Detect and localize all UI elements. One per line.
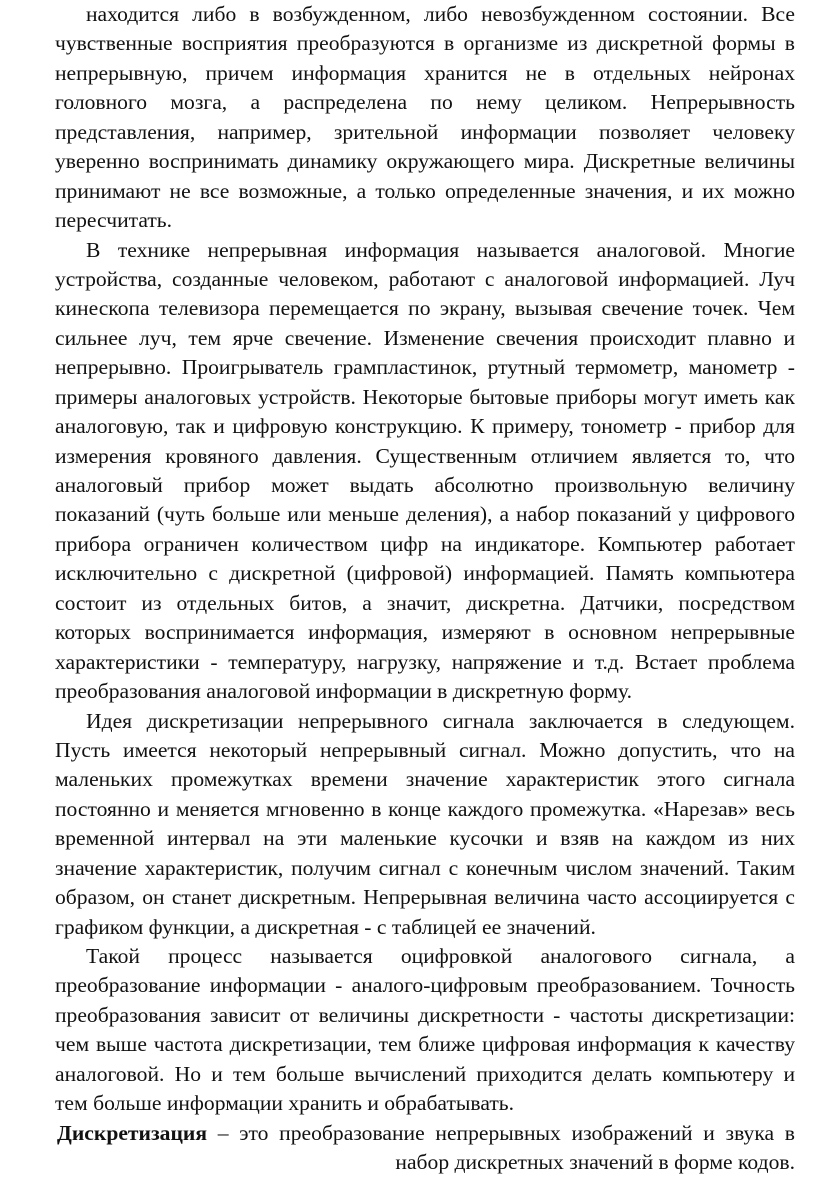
text-line: непрерывно. Проигрыватель грампластинок, ртутный термометр, манометр - xyxy=(55,355,795,380)
text-line: чем выше частота дискретизации, тем ближе цифровая информация к качеству xyxy=(55,1032,795,1057)
text-line: состоит из отдельных битов, а значит, дискретна. Датчики, посредством xyxy=(55,590,795,615)
text-line: которых воспринимается информация, измеряют в основном непрерывные xyxy=(55,620,795,645)
text-line: постоянно и меняется мгновенно в конце каждого промежутка. «Нарезав» весь xyxy=(55,796,795,821)
body-text xyxy=(55,0,795,1119)
text-line: временной интервал на эти маленькие кусочки и взяв на каждом из них xyxy=(55,826,795,851)
definition-text: – это преобразование непрерывных изображений и звука в xyxy=(207,1120,795,1145)
text-line: характеристики - температуру, нагрузку, напряжение и т.д. Встает проблема xyxy=(55,649,795,674)
text-line: представления, например, зрительной информации позволяет человеку xyxy=(55,119,795,144)
paragraph xyxy=(55,236,795,707)
document-page xyxy=(55,0,795,1178)
paragraph xyxy=(55,707,795,943)
text-line: Пусть имеется некоторый непрерывный сигнал. Можно допустить, что на xyxy=(55,737,795,762)
definition-line-2: набор дискретных значений в форме кодов. xyxy=(395,1150,795,1175)
text-line: непрерывную, причем информация хранится не в отдельных нейронах xyxy=(55,60,795,85)
text-line: преобразования зависит от величины дискретности - частоты дискретизации: xyxy=(55,1002,795,1027)
text-line: аналоговый прибор может выдать абсолютно произвольную величину xyxy=(55,473,795,497)
text-line: находится либо в возбужденном, либо невозбужденном состоянии. Все xyxy=(86,2,795,26)
text-line: пересчитать. xyxy=(55,208,173,233)
text-line: измерения кровяного давления. Существенным отличием является то, что xyxy=(55,443,795,468)
definition-term: Дискретизация xyxy=(57,1120,208,1145)
text-line: прибора ограничен количеством цифр на индикаторе. Компьютер работает xyxy=(55,531,795,556)
text-line: аналоговую, так и цифровую конструкцию. К примеру, тонометр - прибор для xyxy=(55,414,795,439)
text-line: тем больше информации хранить и обрабатывать. xyxy=(55,1091,515,1116)
text-line: чувственные восприятия преобразуются в организме из дискретной формы в xyxy=(55,31,795,56)
text-line: преобразование информации - аналого-цифровым преобразованием. Точность xyxy=(55,973,795,998)
paragraph xyxy=(55,942,795,1119)
text-line: В технике непрерывная информация называется аналоговой. Многие xyxy=(86,237,795,262)
text-line: образом, он станет дискретным. Непрерывная величина часто ассоциируется с xyxy=(55,885,795,910)
text-line: примеры аналоговых устройств. Некоторые бытовые приборы могут иметь как xyxy=(55,384,795,409)
text-line: Идея дискретизации непрерывного сигнала заключается в следующем. xyxy=(86,708,795,733)
text-line: преобразования аналоговой информации в дискретную форму. xyxy=(55,679,633,704)
text-line: показаний (чуть больше или меньше деления), а набор показаний у цифрового xyxy=(55,502,795,527)
text-line: принимают не все возможные, а только определенные значения, и их можно xyxy=(55,178,795,203)
text-line: графиком функции, а дискретная - с таблицей ее значений. xyxy=(55,914,596,939)
definition-line-1 xyxy=(55,1119,795,1148)
text-line: устройства, созданные человеком, работают с аналоговой информацией. Луч xyxy=(55,266,795,291)
text-line: маленьких промежутках времени значение характеристик этого сигнала xyxy=(55,767,795,792)
text-line: значение характеристик, получим сигнал с конечным числом значений. Таким xyxy=(55,855,795,880)
text-line: кинескопа телевизора перемещается по экрану, вызывая свечение точек. Чем xyxy=(55,296,795,321)
text-line: Такой процесс называется оцифровкой аналогового сигнала, а xyxy=(86,944,795,968)
text-line: сильнее луч, тем ярче свечение. Изменение свечения происходит плавно и xyxy=(55,325,795,350)
text-line: исключительно с дискретной (цифровой) информацией. Память компьютера xyxy=(55,561,795,586)
text-line: головного мозга, а распределена по нему целиком. Непрерывность xyxy=(55,90,795,115)
text-line: аналоговой. Но и тем больше вычислений приходится делать компьютеру и xyxy=(55,1061,795,1086)
text-line: уверенно воспринимать динамику окружающего мира. Дискретные величины xyxy=(55,149,795,174)
paragraph xyxy=(55,0,795,236)
